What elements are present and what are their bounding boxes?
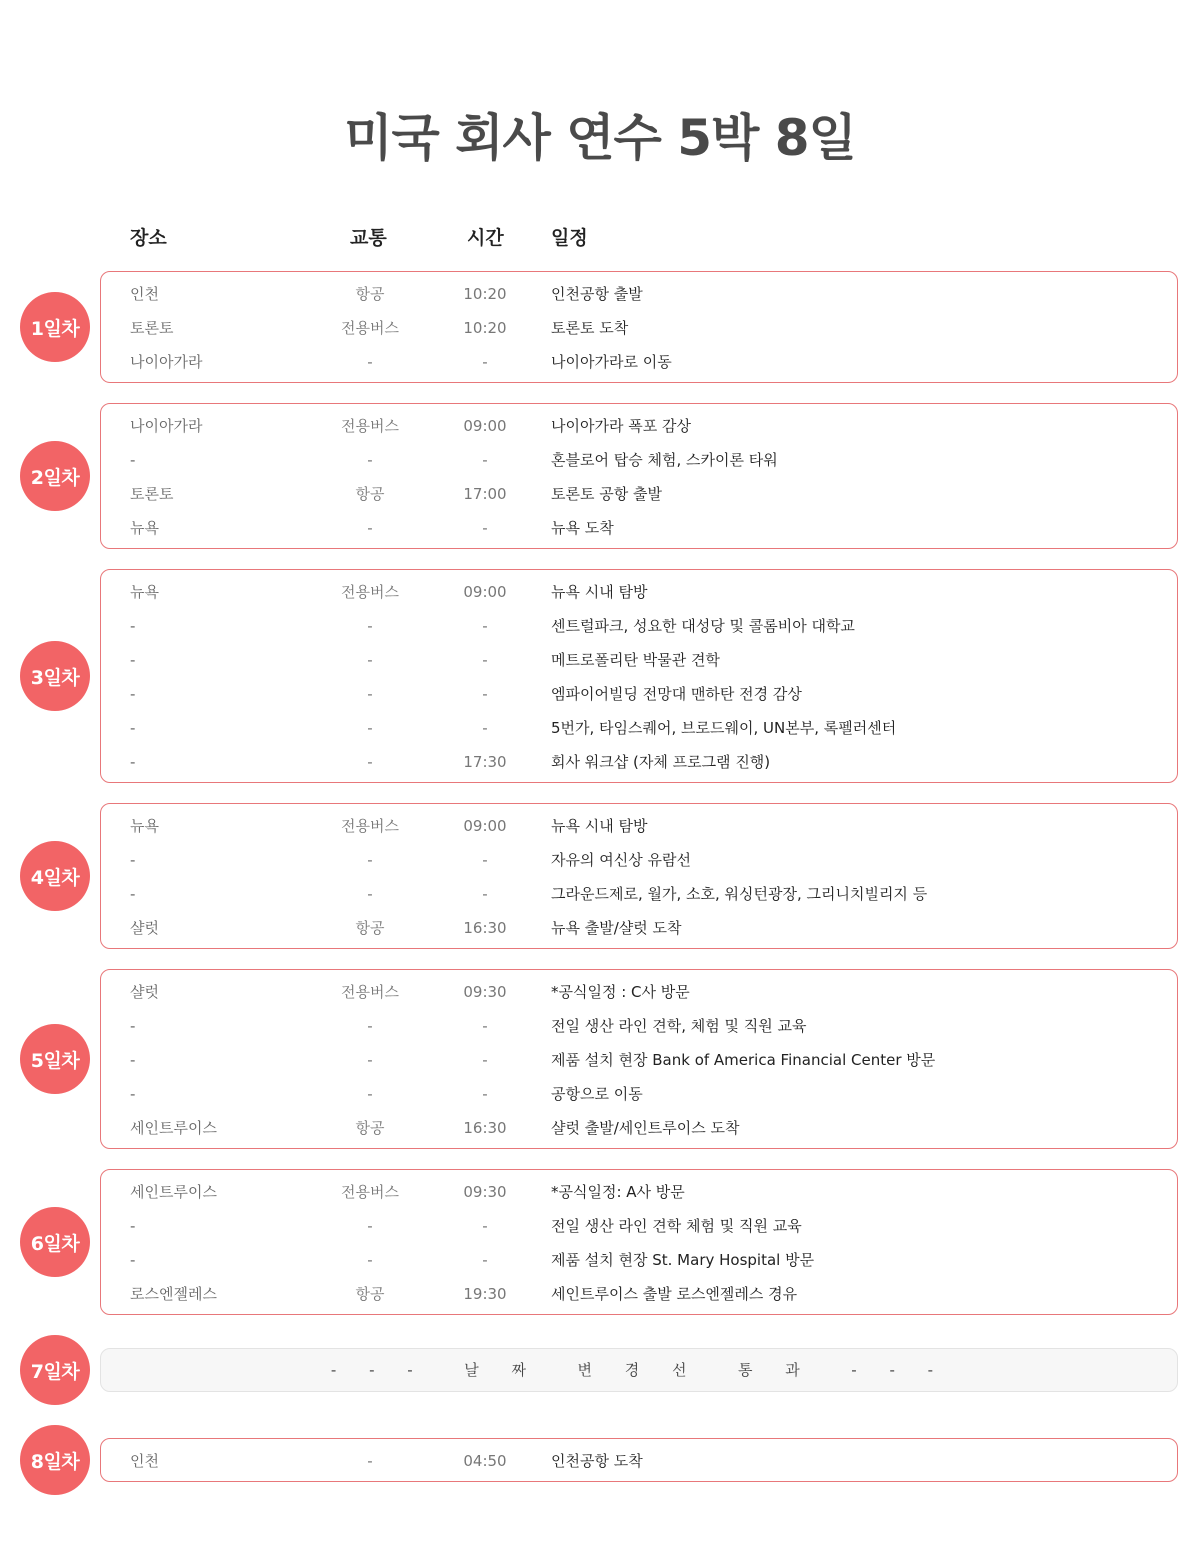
schedule-row bbox=[101, 409, 1177, 443]
row-place: - bbox=[130, 1251, 136, 1269]
row-time: 17:30 bbox=[463, 753, 507, 771]
header-schedule: 일정 bbox=[551, 227, 588, 249]
row-place: - bbox=[130, 719, 136, 737]
schedule-row bbox=[101, 677, 1177, 711]
row-transport: - bbox=[367, 885, 373, 903]
row-time: - bbox=[482, 1051, 488, 1069]
row-transport: - bbox=[367, 1217, 373, 1235]
row-schedule: 뉴욕 도착 bbox=[551, 519, 614, 537]
row-transport: 전용버스 bbox=[341, 583, 399, 601]
row-time: - bbox=[482, 353, 488, 371]
page-title: 미국 회사 연수 5박 8일 bbox=[344, 109, 856, 167]
row-place: - bbox=[130, 851, 136, 869]
schedule-row bbox=[101, 911, 1177, 945]
day-schedule-box bbox=[100, 403, 1178, 549]
row-schedule: 인천공항 도착 bbox=[551, 1452, 643, 1470]
row-time: - bbox=[482, 1017, 488, 1035]
row-transport: - bbox=[367, 1051, 373, 1069]
row-time: - bbox=[482, 1217, 488, 1235]
day-schedule-box bbox=[100, 1438, 1178, 1482]
row-time: - bbox=[482, 519, 488, 537]
day-schedule-box bbox=[100, 569, 1178, 783]
row-time: 17:00 bbox=[463, 485, 507, 503]
row-place: 세인트루이스 bbox=[130, 1119, 217, 1137]
row-time: - bbox=[482, 1085, 488, 1103]
schedule-row bbox=[101, 1043, 1177, 1077]
row-transport: - bbox=[367, 353, 373, 371]
row-place: 뉴욕 bbox=[130, 817, 159, 835]
row-time: - bbox=[482, 651, 488, 669]
row-transport: 전용버스 bbox=[341, 417, 399, 435]
row-place: - bbox=[130, 1051, 136, 1069]
row-transport: - bbox=[367, 519, 373, 537]
row-schedule: 제품 설치 현장 St. Mary Hospital 방문 bbox=[551, 1251, 815, 1269]
row-place: 뉴욕 bbox=[130, 519, 159, 537]
schedule-row bbox=[101, 1175, 1177, 1209]
row-transport: 항공 bbox=[355, 1285, 385, 1303]
row-transport: - bbox=[367, 753, 373, 771]
row-transport: - bbox=[367, 1251, 373, 1269]
row-transport: 전용버스 bbox=[341, 817, 399, 835]
schedule-row bbox=[101, 345, 1177, 379]
row-place: - bbox=[130, 1217, 136, 1235]
row-schedule: *공식일정 : C사 방문 bbox=[551, 983, 690, 1001]
row-time: - bbox=[482, 1251, 488, 1269]
row-transport: - bbox=[367, 451, 373, 469]
row-schedule: 제품 설치 현장 Bank of America Financial Center 방문 bbox=[551, 1051, 936, 1069]
row-schedule: *공식일정: A사 방문 bbox=[551, 1183, 685, 1201]
row-time: 09:00 bbox=[463, 417, 507, 435]
schedule-row bbox=[101, 1444, 1177, 1478]
row-schedule: 혼블로어 탑승 체험, 스카이론 타워 bbox=[551, 451, 778, 469]
row-transport: - bbox=[367, 1017, 373, 1035]
row-time: 16:30 bbox=[463, 919, 507, 937]
row-schedule: 5번가, 타임스퀘어, 브로드웨이, UN본부, 록펠러센터 bbox=[551, 719, 897, 737]
row-place: - bbox=[130, 451, 136, 469]
header-time: 시간 bbox=[467, 227, 504, 249]
day-badge: 6일차 bbox=[20, 1207, 90, 1277]
row-transport: - bbox=[367, 685, 373, 703]
row-place: - bbox=[130, 753, 136, 771]
row-transport: 항공 bbox=[355, 485, 385, 503]
row-schedule: 세인트루이스 출발 로스엔젤레스 경유 bbox=[551, 1285, 798, 1303]
row-schedule: 전일 생산 라인 견학 체험 및 직원 교육 bbox=[551, 1217, 802, 1235]
row-time: - bbox=[482, 685, 488, 703]
schedule-row bbox=[101, 311, 1177, 345]
row-transport: 항공 bbox=[355, 1119, 385, 1137]
row-time: - bbox=[482, 451, 488, 469]
row-time: - bbox=[482, 719, 488, 737]
day-schedule-box bbox=[100, 271, 1178, 383]
row-time: 09:00 bbox=[463, 817, 507, 835]
row-schedule: 회사 워크샵 (자체 프로그램 진행) bbox=[551, 753, 771, 771]
schedule-row bbox=[101, 711, 1177, 745]
day-badge: 7일차 bbox=[20, 1335, 90, 1405]
row-schedule: 공항으로 이동 bbox=[551, 1085, 643, 1103]
row-time: - bbox=[482, 617, 488, 635]
row-transport: - bbox=[367, 1085, 373, 1103]
schedule-row bbox=[101, 511, 1177, 545]
row-schedule: 토론토 공항 출발 bbox=[551, 485, 662, 503]
schedule-row bbox=[101, 1243, 1177, 1277]
row-place: 뉴욕 bbox=[130, 583, 159, 601]
row-place: 샬럿 bbox=[130, 919, 159, 937]
date-line-notice: - - - 날 짜 변 경 선 통 과 - - - bbox=[100, 1348, 1178, 1392]
schedule-row bbox=[101, 843, 1177, 877]
schedule-row bbox=[101, 1209, 1177, 1243]
row-transport: - bbox=[367, 719, 373, 737]
header-place: 장소 bbox=[130, 227, 167, 249]
day-schedule-box bbox=[100, 803, 1178, 949]
schedule-row bbox=[101, 1077, 1177, 1111]
row-place: - bbox=[130, 617, 136, 635]
schedule-row bbox=[101, 443, 1177, 477]
row-time: 09:30 bbox=[463, 1183, 507, 1201]
row-place: - bbox=[130, 685, 136, 703]
schedule-row bbox=[101, 1111, 1177, 1145]
row-time: 10:20 bbox=[463, 319, 507, 337]
row-schedule: 샬럿 출발/세인트루이스 도착 bbox=[551, 1119, 740, 1137]
day-schedule-box bbox=[100, 969, 1178, 1149]
header-transport: 교통 bbox=[350, 227, 387, 249]
row-schedule: 그라운드제로, 월가, 소호, 워싱턴광장, 그리니치빌리지 등 bbox=[551, 885, 928, 903]
schedule-row bbox=[101, 575, 1177, 609]
schedule-row bbox=[101, 975, 1177, 1009]
schedule-row bbox=[101, 277, 1177, 311]
row-schedule: 뉴욕 시내 탐방 bbox=[551, 583, 648, 601]
row-schedule: 뉴욕 시내 탐방 bbox=[551, 817, 648, 835]
row-place: 인천 bbox=[130, 285, 159, 303]
row-schedule: 메트로폴리탄 박물관 견학 bbox=[551, 651, 720, 669]
row-place: - bbox=[130, 885, 136, 903]
row-place: 샬럿 bbox=[130, 983, 159, 1001]
row-transport: - bbox=[367, 851, 373, 869]
row-schedule: 토론토 도착 bbox=[551, 319, 629, 337]
row-place: - bbox=[130, 651, 136, 669]
schedule-row bbox=[101, 643, 1177, 677]
row-transport: 전용버스 bbox=[341, 319, 399, 337]
row-schedule: 엠파이어빌딩 전망대 맨하탄 전경 감상 bbox=[551, 685, 802, 703]
schedule-row bbox=[101, 1277, 1177, 1311]
row-schedule: 인천공항 출발 bbox=[551, 285, 643, 303]
row-schedule: 나이아가라 폭포 감상 bbox=[551, 417, 691, 435]
row-transport: 항공 bbox=[355, 285, 385, 303]
row-schedule: 뉴욕 출발/샬럿 도착 bbox=[551, 919, 682, 937]
row-transport: 전용버스 bbox=[341, 983, 399, 1001]
row-place: - bbox=[130, 1085, 136, 1103]
schedule-row bbox=[101, 1009, 1177, 1043]
row-time: - bbox=[482, 851, 488, 869]
row-time: - bbox=[482, 885, 488, 903]
row-place: 나이아가라 bbox=[130, 353, 203, 371]
schedule-row bbox=[101, 809, 1177, 843]
row-transport: 전용버스 bbox=[341, 1183, 399, 1201]
schedule-row bbox=[101, 877, 1177, 911]
row-place: - bbox=[130, 1017, 136, 1035]
day-badge: 3일차 bbox=[20, 641, 90, 711]
day-badge: 4일차 bbox=[20, 841, 90, 911]
row-schedule: 전일 생산 라인 견학, 체험 및 직원 교육 bbox=[551, 1017, 807, 1035]
row-place: 나이아가라 bbox=[130, 417, 203, 435]
row-place: 인천 bbox=[130, 1452, 159, 1470]
row-time: 10:20 bbox=[463, 285, 507, 303]
row-time: 16:30 bbox=[463, 1119, 507, 1137]
day-badge: 5일차 bbox=[20, 1024, 90, 1094]
row-time: 09:00 bbox=[463, 583, 507, 601]
schedule-row bbox=[101, 745, 1177, 779]
row-place: 토론토 bbox=[130, 485, 174, 503]
row-schedule: 자유의 여신상 유람선 bbox=[551, 851, 691, 869]
row-transport: - bbox=[367, 617, 373, 635]
schedule-row bbox=[101, 609, 1177, 643]
row-place: 세인트루이스 bbox=[130, 1183, 217, 1201]
table-header bbox=[0, 224, 1200, 252]
row-schedule: 센트럴파크, 성요한 대성당 및 콜롬비아 대학교 bbox=[551, 617, 855, 635]
day-badge: 1일차 bbox=[20, 292, 90, 362]
row-schedule: 나이아가라로 이동 bbox=[551, 353, 672, 371]
row-time: 09:30 bbox=[463, 983, 507, 1001]
row-place: 토론토 bbox=[130, 319, 174, 337]
row-place: 로스엔젤레스 bbox=[130, 1285, 217, 1303]
row-time: 04:50 bbox=[463, 1452, 507, 1470]
day-schedule-box bbox=[100, 1169, 1178, 1315]
row-transport: - bbox=[367, 1452, 373, 1470]
day-badge: 8일차 bbox=[20, 1425, 90, 1495]
day-badge: 2일차 bbox=[20, 441, 90, 511]
row-time: 19:30 bbox=[463, 1285, 507, 1303]
row-transport: - bbox=[367, 651, 373, 669]
row-transport: 항공 bbox=[355, 919, 385, 937]
schedule-row bbox=[101, 477, 1177, 511]
